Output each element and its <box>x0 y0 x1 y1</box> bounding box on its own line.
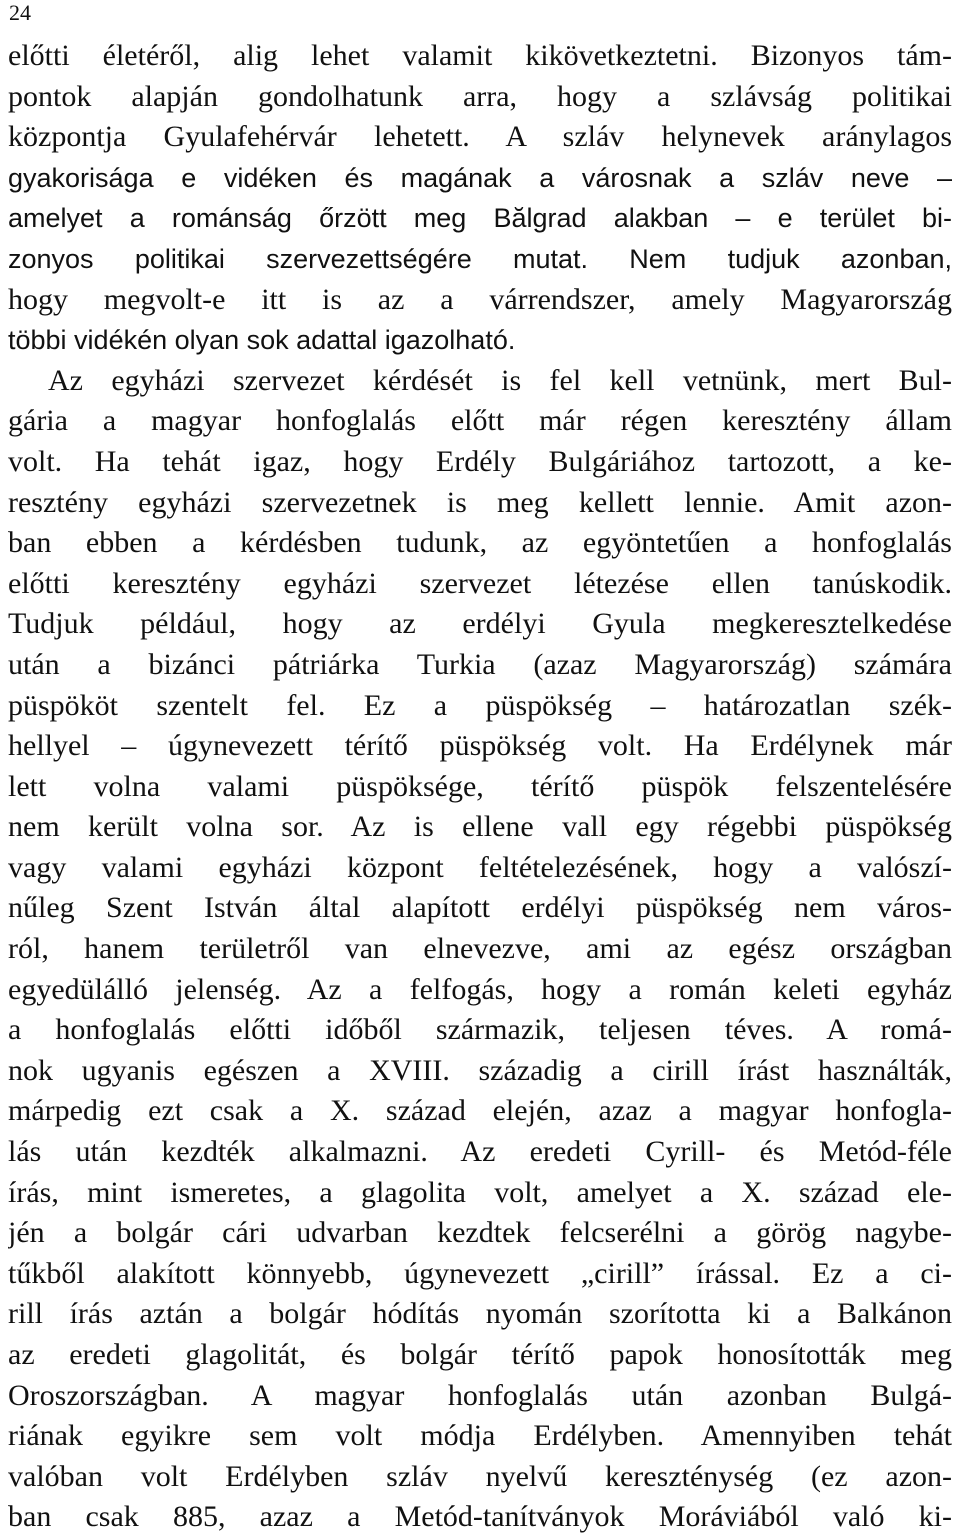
text-line: Tudjuk például, hogy az erdélyi Gyula megkeresztelkedése <box>8 607 952 641</box>
text-line: Az egyházi szervezet kérdését is fel kell vetnünk, mert Bul- <box>48 363 952 397</box>
text-line: Oroszországban. A magyar honfoglalás után azonban Bulgá- <box>8 1378 952 1412</box>
text-line: rill írás aztán a bolgár hódítás nyomán szorította ki a Balkánon <box>8 1297 952 1331</box>
text-line: riának egyikre sem volt módja Erdélyben. Amennyiben tehát <box>8 1419 952 1453</box>
text-line: nok ugyanis egészen a XVIII. századig a cirill írást használták, <box>8 1053 952 1087</box>
text-line: hellyel – úgynevezett térítő püspökség volt. Ha Erdélynek már <box>8 729 952 763</box>
page-number: 24 <box>9 0 31 25</box>
text-line: gyakorisága e vidéken és magának a városnak a szláv neve – <box>8 162 952 193</box>
text-line: zonyos politikai szervezettségére mutat. Nem tudjuk azonban, <box>8 243 952 274</box>
text-line: után a bizánci pátriárka Turkia (azaz Magyarország) számára <box>8 647 952 681</box>
text-line: az eredeti glagolitát, és bolgár térítő papok honosították meg <box>8 1338 952 1371</box>
text-line: volt. Ha tehát igaz, hogy Erdély Bulgáriához tartozott, a ke- <box>8 444 952 478</box>
text-line: jén a bolgár cári udvarban kezdtek felcserélni a görög nagybe- <box>8 1216 952 1250</box>
text-line: a honfoglalás előtti időből származik, teljesen téves. A romá- <box>8 1013 952 1047</box>
text-line: többi vidékén olyan sok adattal igazolható. <box>8 325 516 356</box>
text-line: előtti életéről, alig lehet valamit kikövetkeztetni. Bizonyos tám- <box>8 39 952 72</box>
text-line: hogy megvolt-e itt is az a várrendszer, amely Magyarország <box>8 282 952 316</box>
text-line: vagy valami egyházi központ feltételezésének, hogy a valószí- <box>8 850 952 884</box>
body-text <box>8 36 952 1538</box>
text-line: nűleg Szent István által alapított erdélyi püspökség nem város- <box>8 891 952 925</box>
text-line: püspököt szentelt fel. Ez a püspökség – határozatlan szék- <box>8 688 952 722</box>
text-line: resztény egyházi szervezetnek is meg kellett lennie. Amit azon- <box>8 485 952 519</box>
text-line: nem került volna sor. Az is ellene vall egy régebbi püspökség <box>8 810 952 844</box>
text-line: előtti keresztény egyházi szervezet létezése ellen tanúskodik. <box>8 566 952 600</box>
text-line: gária a magyar honfoglalás előtt már régen keresztény állam <box>8 404 952 438</box>
text-line: ban ebben a kérdésben tudunk, az egyöntetűen a honfoglalás <box>8 526 952 560</box>
text-line: központja Gyulafehérvár lehetett. A szláv helynevek aránylagos <box>8 120 952 154</box>
text-line: egyedülálló jelenség. Az a felfogás, hogy a román keleti egyház <box>8 972 952 1006</box>
text-line: ról, hanem területről van elnevezve, ami az egész országban <box>8 932 952 966</box>
text-line: írás, mint ismeretes, a glagolita volt, amelyet a X. század ele- <box>8 1175 952 1209</box>
text-line: márpedig ezt csak a X. század elején, azaz a magyar honfogla- <box>8 1094 952 1128</box>
text-line: tűkből alakított könnyebb, úgynevezett „cirill” írással. Ez a ci- <box>8 1256 952 1290</box>
text-line: ban csak 885, azaz a Metód-tanítványok Moráviából való ki- <box>8 1500 952 1534</box>
text-line: lett volna valami püspöksége, térítő püspök felszentelésére <box>8 769 952 803</box>
text-line: pontok alapján gondolhatunk arra, hogy a szlávság politikai <box>8 79 952 113</box>
text-line: lás után kezdték alkalmazni. Az eredeti Cyrill- és Metód-féle <box>8 1135 952 1169</box>
text-line: valóban volt Erdélyben szláv nyelvű kereszténység (ez azon- <box>8 1459 952 1493</box>
text-line: amelyet a románság őrzött meg Bălgrad alakban – e terület bi- <box>8 203 952 234</box>
